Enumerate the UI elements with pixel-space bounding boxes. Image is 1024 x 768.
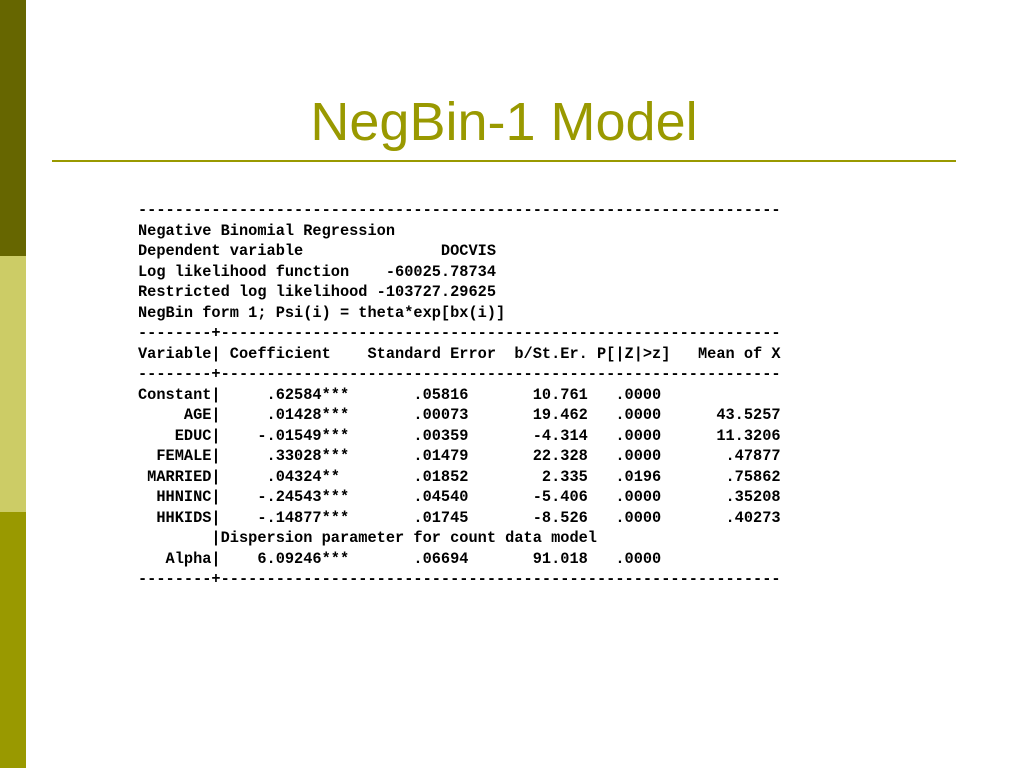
accent-bar-bottom — [0, 512, 26, 768]
output-line: Restricted log likelihood -103727.29625 — [138, 283, 497, 301]
output-line: HHKIDS| -.14877*** .01745 -8.526 .0000 .40273 — [138, 508, 781, 527]
title-underline — [52, 160, 956, 162]
accent-bar-top — [0, 0, 26, 256]
output-line: Dependent variable DOCVIS — [138, 242, 497, 260]
output-line: ---------------------------------------------------------------------- — [138, 201, 781, 219]
output-line: Constant| .62584*** .05816 10.761 .0000 — [138, 385, 662, 404]
output-line: Negative Binomial Regression — [138, 221, 396, 240]
output-line: NegBin form 1; Psi(i) = theta*exp[bx(i)] — [138, 303, 506, 322]
output-line: --------+------------------------------------------------------------- — [138, 324, 781, 342]
slide-title: NegBin-1 Model — [310, 92, 698, 152]
output-line: HHNINC| -.24543*** .04540 -5.406 .0000 .35208 — [138, 488, 781, 506]
output-line: --------+------------------------------------------------------------- — [138, 570, 781, 588]
regression-output — [138, 200, 781, 590]
output-line: EDUC| -.01549*** .00359 -4.314 .0000 11.3206 — [138, 426, 781, 445]
output-line: Log likelihood function -60025.78734 — [138, 262, 497, 281]
output-line: |Dispersion parameter for count data model — [138, 529, 597, 547]
output-line: --------+------------------------------------------------------------- — [138, 365, 781, 383]
output-line: MARRIED| .04324** .01852 2.335 .0196 .75862 — [138, 467, 781, 486]
output-line: FEMALE| .33028*** .01479 22.328 .0000 .47877 — [138, 447, 781, 465]
output-line: AGE| .01428*** .00073 19.462 .0000 43.5257 — [138, 406, 781, 424]
output-line: Variable| Coefficient Standard Error b/St.Er. P[|Z|>z] Mean of X — [138, 344, 781, 363]
accent-bar-middle — [0, 256, 26, 512]
output-line: Alpha| 6.09246*** .06694 91.018 .0000 — [138, 549, 662, 568]
